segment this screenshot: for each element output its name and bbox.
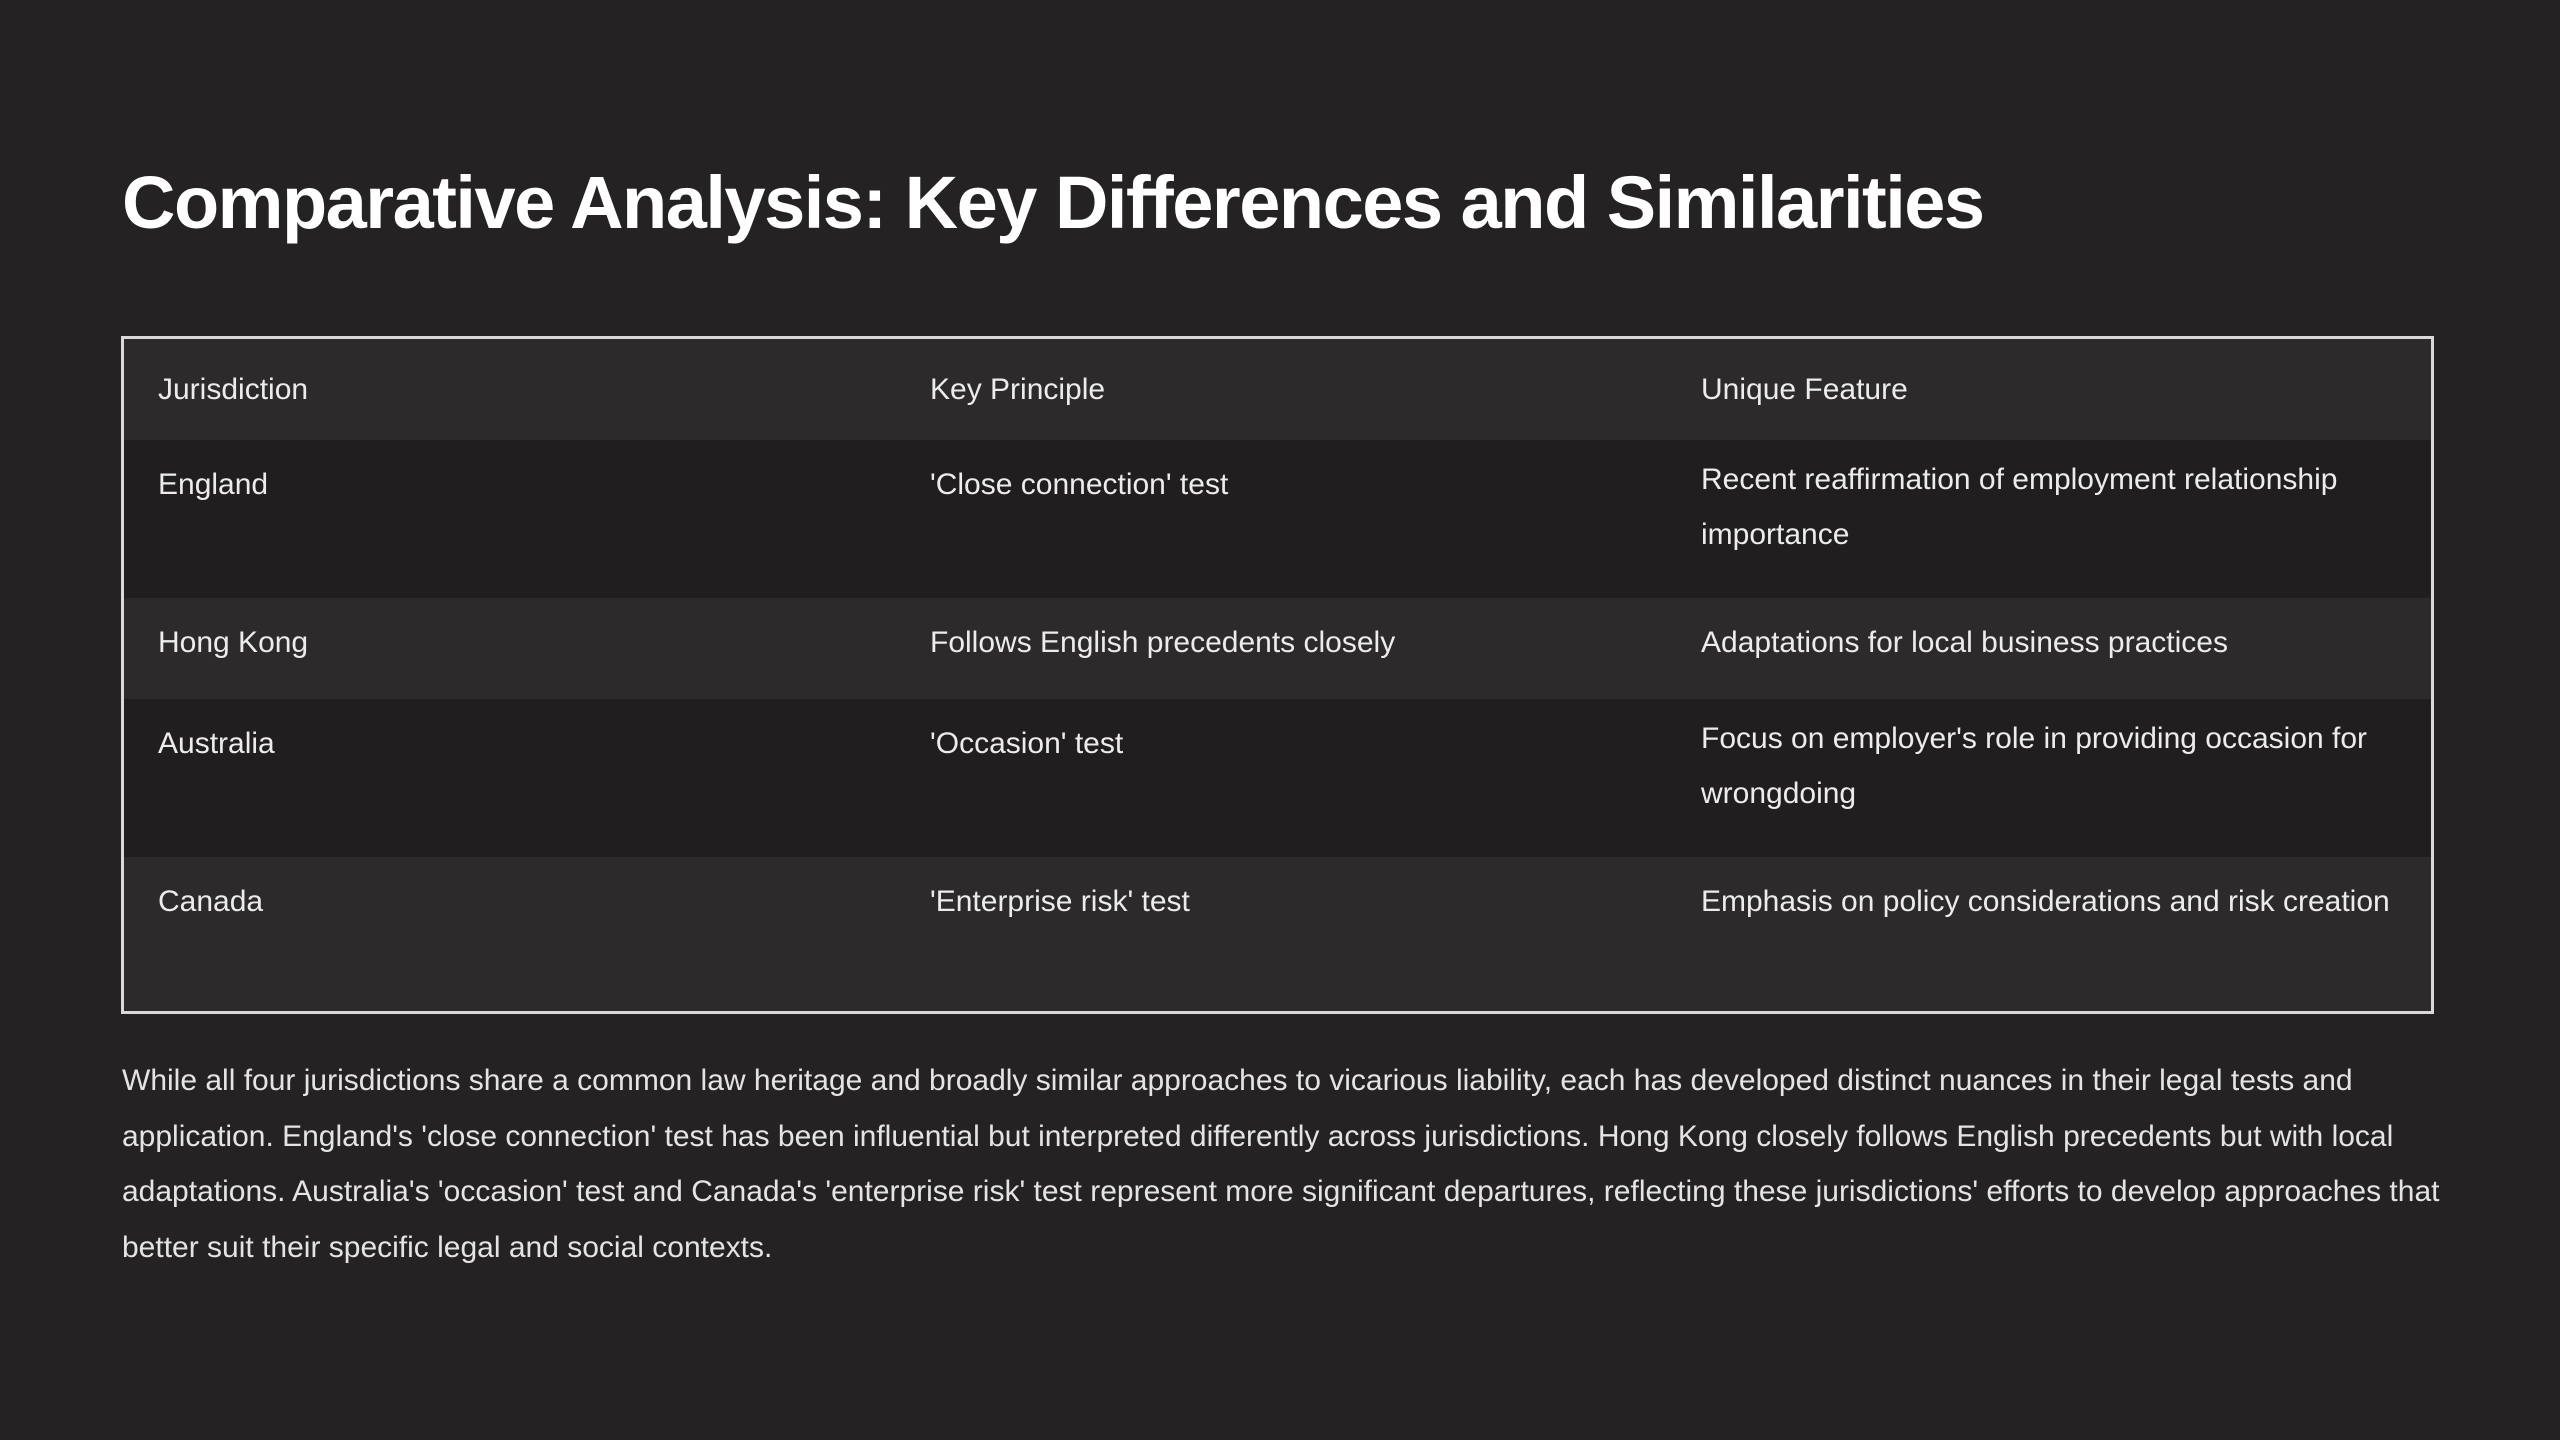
cell-jurisdiction: Australia [158, 727, 275, 760]
cell-unique-feature: Recent reaffirmation of employment relationship importance [1701, 463, 2338, 551]
header-key-principle: Key Principle [930, 373, 1106, 406]
cell-key-principle: 'Enterprise risk' test [930, 885, 1190, 918]
comparison-table-grid [124, 339, 2431, 1012]
cell-unique-feature: Emphasis on policy considerations and risk creation [1701, 885, 2390, 918]
cell-key-principle: 'Occasion' test [930, 727, 1124, 760]
cell-jurisdiction: Canada [158, 885, 264, 918]
slide-title: Comparative Analysis: Key Differences and Similarities [122, 161, 1984, 244]
table-row [124, 598, 2431, 699]
summary-paragraph: While all four jurisdictions share a common law heritage and broadly similar approaches to vicarious liability, each has developed distinct nuances in their legal tests and application. England's 'close connection' test has been influential but interpreted differently across jurisdictions. Hong Kong closely follows English precedents but with local adaptations. Australia's 'occasion' test and Canada's 'enterprise risk' test represent more significant departures, reflecting these jurisdictions' efforts to develop approaches that better suit their specific legal and social contexts. [122, 1064, 2440, 1264]
table-row [124, 699, 2431, 857]
table-row [124, 440, 2431, 598]
table-header-row [124, 339, 2431, 440]
cell-jurisdiction: England [158, 468, 269, 501]
header-jurisdiction: Jurisdiction [158, 373, 309, 406]
cell-key-principle: Follows English precedents closely [930, 626, 1396, 659]
cell-unique-feature: Focus on employer's role in providing occasion for wrongdoing [1701, 722, 2368, 810]
table-row [124, 857, 2431, 1012]
cell-jurisdiction: Hong Kong [158, 626, 309, 659]
cell-unique-feature: Adaptations for local business practices [1701, 626, 2228, 659]
header-unique-feature: Unique Feature [1701, 373, 1908, 406]
comparison-table [121, 336, 2434, 1014]
cell-key-principle: 'Close connection' test [930, 468, 1229, 501]
